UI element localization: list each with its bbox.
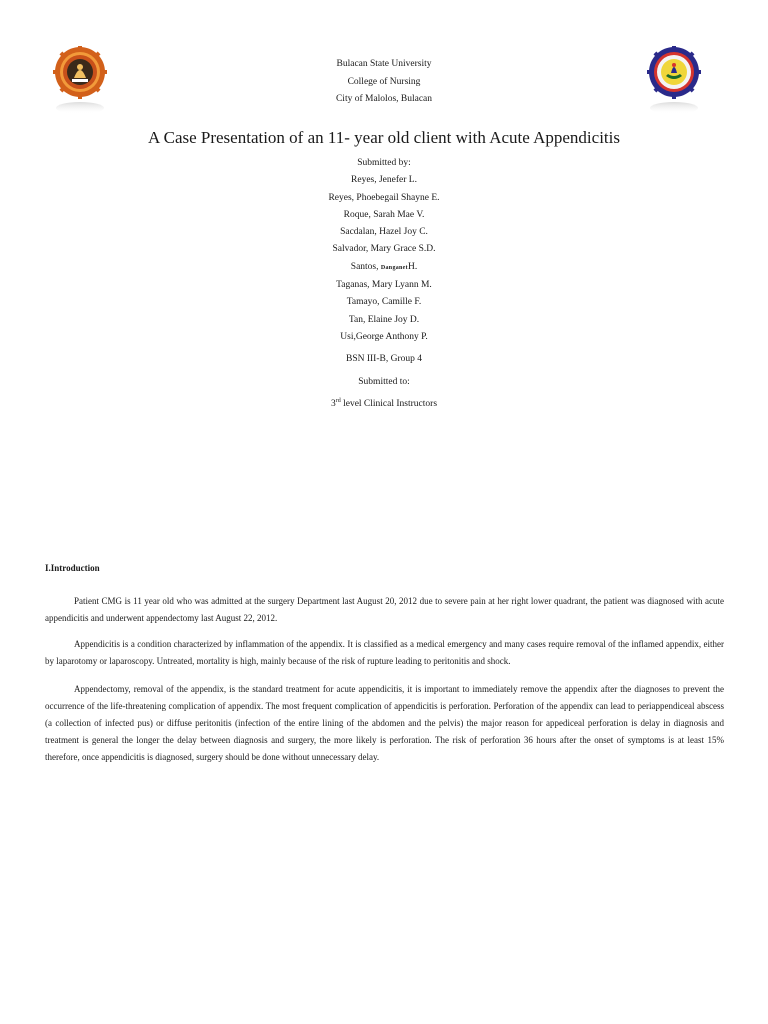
submitted-by-block: [0, 155, 768, 346]
document-title: A Case Presentation of an 11- year old client with Acute Appendicitis: [148, 128, 620, 147]
member-name-santos: [0, 259, 768, 277]
submitted-by-label: Submitted by:: [357, 158, 411, 168]
member-name: Tamayo, Camille F.: [346, 297, 422, 308]
college-name: College of Nursing: [347, 76, 421, 87]
group-label: BSN III-B, Group 4: [346, 354, 422, 364]
instructor-level: 3: [330, 399, 336, 409]
section-heading: I.Introduction: [45, 563, 100, 573]
instructors-line: [0, 396, 768, 413]
member-name: Tan, Elaine Joy D.: [348, 314, 420, 325]
member-name: Usi,George Anthony P.: [340, 331, 428, 342]
university-name: Bulacan State University: [336, 59, 432, 69]
paragraph: Appendicitis is a condition characterized by inflammation of the appendix. It is classified as a medical emergency and many cases require removal of the inflamed appendix, either by laparotomy or laparoscopy. Untreated, mortality is high, mainly because of the risk of rupture leading to peritonitis and shock.: [45, 639, 724, 666]
member-name: Taganas, Mary Lyann M.: [336, 280, 432, 291]
location: City of Malolos, Bulacan: [335, 94, 433, 104]
paragraph: Patient CMG is 11 year old who was admitted at the surgery Department last August 20, 2012 due to severe pain at her right lower quadrant, the patient was diagnosed with acute appendicitis and underwent appendectomy last August 22, 2012.: [45, 596, 724, 623]
member-name: Santos,: [350, 261, 379, 272]
member-name: Salvador, Mary Grace S.D.: [332, 244, 436, 255]
member-middle-name: Danganet: [380, 264, 408, 271]
ordinal-suffix: rd: [335, 398, 341, 404]
instructor-text: level Clinical Instructors: [340, 399, 438, 409]
member-name: Reyes, Phoebegail Shayne E.: [328, 192, 440, 203]
paragraph: Appendectomy, removal of the appendix, is the standard treatment for acute appendicitis, it is important to immediately remove the appendix after the diagnoses to prevent the occurrence of the life-threatening complication of appendix. The most frequent complication of appendicitis is perforation. Perforation of the appendix can lead to periappendiceal abscess (a collection of infected pus) or diffuse peritonitis (infection of the entire lining of the abdomen and the pelvis) the major reason for appediceal perforation is delay in diagnosis and treatment is general the longer the delay between diagnosis and surgery, the more likely is perforation. The risk of perforation 36 hours after the onset of symptoms is at least 15% therefore, once appendicitis is diagnosed, surgery should be done without unnecessary delay.: [45, 684, 724, 762]
member-initial: H.: [407, 261, 418, 272]
member-name: Reyes, Jenefer L.: [351, 175, 417, 186]
member-name: Sacdalan, Hazel Joy C.: [340, 227, 428, 238]
member-name: Roque, Sarah Mae V.: [343, 209, 425, 220]
submitted-to-label: Submitted to:: [358, 377, 410, 387]
document-header: [0, 56, 768, 109]
